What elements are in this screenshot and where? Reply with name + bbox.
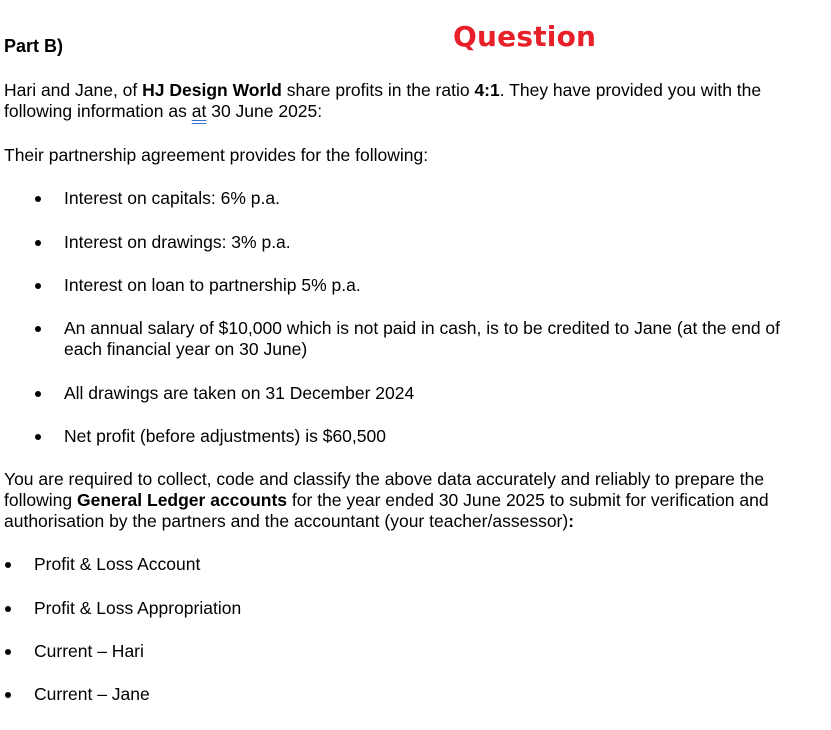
requirement-colon: : <box>568 511 575 531</box>
requirement-paragraph <box>4 469 816 532</box>
bullet-icon <box>5 692 11 698</box>
requirement-text: for the year ended 30 June 2025 to submit for verification and authorisation by the partners and the accountant (your teacher/assessor) <box>4 490 769 531</box>
intro-text: . They have provided you with the following information as <box>4 80 762 121</box>
ledger-account-text: Profit & Loss Appropriation <box>34 598 242 618</box>
bullet-icon <box>35 391 41 397</box>
intro-text: 30 June 2025: <box>206 101 323 121</box>
agreement-item-text: An annual salary of $10,000 which is not paid in cash, is to be credited to Jane (at the end of each financial year on 30 June) <box>64 318 781 359</box>
part-title: Part B) <box>4 36 64 56</box>
agreement-item-text: Interest on capitals: 6% p.a. <box>64 188 280 208</box>
intro-text: Hari and Jane, of <box>4 80 143 100</box>
agreement-heading: Their partnership agreement provides for the following: <box>4 145 429 165</box>
intro-paragraph <box>4 80 816 122</box>
ledger-account-text: Current – Hari <box>34 641 144 661</box>
ledger-account-text: Current – Jane <box>34 684 150 704</box>
bullet-icon <box>35 240 41 246</box>
requirement-text: You are required to collect, code and classify the above data accurately and reliably to prepare the following <box>4 469 765 510</box>
bullet-icon <box>5 562 11 568</box>
bullet-icon <box>35 326 41 332</box>
bullet-icon <box>35 283 41 289</box>
bullet-icon <box>35 434 41 440</box>
grammar-flagged-word: at <box>191 101 207 121</box>
general-ledger-accounts: General Ledger accounts <box>76 490 288 510</box>
ledger-account-text: Profit & Loss Account <box>34 554 201 574</box>
agreement-item-text: Interest on drawings: 3% p.a. <box>64 232 291 252</box>
question-heading: Question <box>453 20 597 53</box>
business-name: HJ Design World <box>142 80 282 100</box>
agreement-item-text: Interest on loan to partnership 5% p.a. <box>64 275 361 295</box>
bullet-icon <box>5 649 11 655</box>
agreement-item-text: All drawings are taken on 31 December 2024 <box>64 383 415 403</box>
bullet-icon <box>35 196 41 202</box>
bullet-icon <box>5 606 11 612</box>
profit-ratio: 4:1 <box>474 80 500 100</box>
agreement-item-text: Net profit (before adjustments) is $60,500 <box>64 426 386 446</box>
intro-text: share profits in the ratio <box>281 80 475 100</box>
